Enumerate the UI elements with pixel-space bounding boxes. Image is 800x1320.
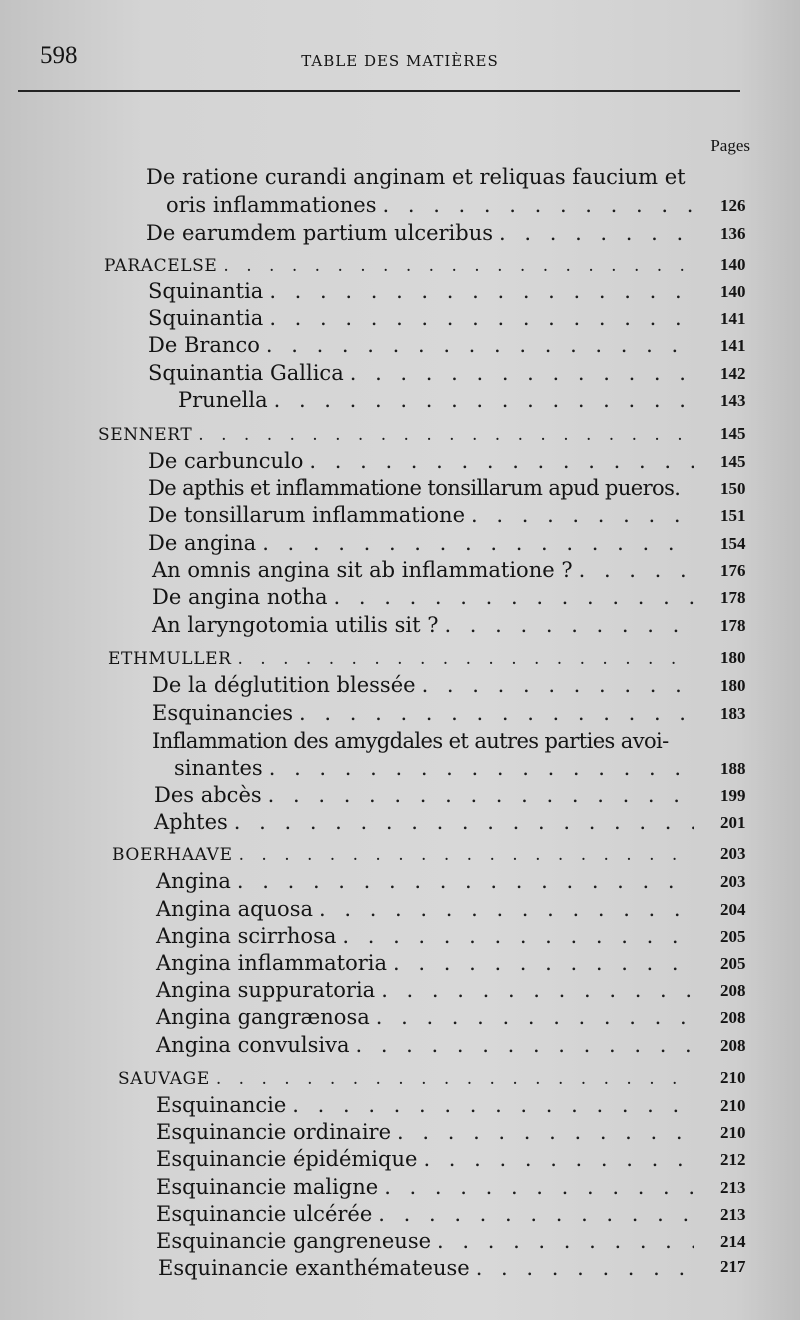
toc-entry-author [112,842,694,869]
toc-page-number: 199 [720,786,746,805]
toc-entry [148,360,694,387]
toc-page-number: 151 [720,506,746,525]
toc-entry [152,584,694,611]
toc-page-number: 150 [720,479,746,498]
toc-entry-text: SAUVAGE [118,1069,210,1089]
toc-page-number: 214 [720,1232,746,1251]
toc-page-number: 176 [720,561,746,580]
toc-entry-text: Esquinancie maligne [156,1175,379,1199]
toc-entry [148,530,694,557]
toc-entry-text: De la déglutition blessée [152,673,416,697]
toc-entry [156,896,694,923]
toc-page-number: 136 [720,224,746,243]
toc-entry [148,278,694,305]
toc-entry-author [108,646,694,673]
toc-entry-text: sinantes [174,756,263,780]
toc-entry-text: SENNERT [98,425,193,445]
toc-entry [152,672,694,699]
toc-page-number: 141 [720,336,746,355]
toc-entry [154,809,694,836]
toc-page-number: 208 [720,981,746,1000]
toc-entry-text: Esquinancie ulcérée [156,1202,373,1226]
toc-page-number: 201 [720,813,746,832]
toc-entry [152,700,694,727]
toc-entry-text: De angina notha [152,585,328,609]
toc-entry-text: De earumdem partium ulceribus [146,221,494,245]
pages-column-label: Pages [710,136,750,155]
toc-page-number: 210 [720,1123,746,1142]
toc-entry-text: Squinantia [148,279,264,303]
toc-page-number: 141 [720,309,746,328]
toc-entry-text: De carbunculo [148,449,304,473]
toc-page-number: 213 [720,1205,746,1224]
toc-entry-text: Esquinancie gangreneuse [156,1229,432,1253]
toc-entry-text: Esquinancie ordinaire [156,1120,392,1144]
toc-entry-text: De ratione curandi anginam et reliquas faucium et [146,165,686,189]
toc-entry [146,220,694,247]
toc-page-number: 178 [720,588,746,607]
toc-entry [156,1032,694,1059]
toc-entry-text: De angina [148,531,257,555]
toc-page-number: 180 [720,676,746,695]
toc-entry-text: Esquinancie [156,1093,287,1117]
toc-entry-text: oris inflammationes [166,193,377,217]
toc-entry-text: An laryngotomia utilis sit ? [152,613,439,637]
header-rule [18,90,740,92]
toc-entry [156,977,694,1004]
toc-entry [146,164,694,191]
toc-entry-text: An omnis angina sit ab inflammatione ? [152,558,573,582]
toc-page-number: 208 [720,1008,746,1027]
toc-entry-text: BOERHAAVE [112,845,233,865]
toc-entry-text: Inflammation des amygdales et autres parties avoi- [152,729,669,753]
toc-page-number: 205 [720,927,746,946]
toc-entry [156,950,694,977]
toc-page-number: 178 [720,616,746,635]
toc-entry [156,1146,694,1173]
toc-page-number: 210 [720,1068,746,1087]
toc-entry [152,612,694,639]
toc-entry-text: Des abcès [154,783,262,807]
toc-entry-text: PARACELSE [104,256,218,276]
page-header [0,42,800,82]
toc-page-number: 142 [720,364,746,383]
toc-page-number: 183 [720,704,746,723]
toc-entry-text: Esquinancie épidémique [156,1147,418,1171]
toc-entry-text: ETHMULLER [108,649,232,669]
toc-entry-author [118,1066,694,1093]
toc-entry [148,475,700,502]
toc-entry [148,332,694,359]
toc-entry-text: Esquinancies [152,701,294,725]
toc-entry-text: Squinantia [148,306,264,330]
toc-entry [154,782,694,809]
toc-entry [174,755,694,782]
toc-entry-text: Angina aquosa [156,897,313,921]
toc-page-number: 213 [720,1178,746,1197]
toc-page-number: 208 [720,1036,746,1055]
toc-page-number: 126 [720,196,746,215]
toc-entry-text: Angina suppuratoria [156,978,376,1002]
toc-entry [156,1228,694,1255]
toc-entry-text: De tonsillarum inflammatione [148,503,466,527]
toc-entry [148,448,694,475]
toc-page-number: 140 [720,282,746,301]
toc-page-number: 204 [720,900,746,919]
toc-entry [178,387,694,414]
toc-entry [152,728,700,755]
toc-page-number: 205 [720,954,746,973]
toc-entry-text: Esquinancie exanthémateuse [158,1256,470,1280]
toc-entry-text: Prunella [178,388,268,412]
toc-entry [156,1004,694,1031]
toc-entry [156,923,694,950]
toc-entry-author [98,422,694,449]
toc-entry [158,1255,694,1282]
toc-page-number: 145 [720,424,746,443]
toc-entry [156,868,694,895]
toc-entry-author [104,253,694,280]
toc-entry-text: Angina inflammatoria [156,951,388,975]
toc-page-number: 203 [720,872,746,891]
toc-entry [156,1201,694,1228]
toc-page-number: 217 [720,1257,746,1276]
toc-entry [152,557,694,584]
toc-page-number: 154 [720,534,746,553]
toc-entry-text: Aphtes [154,810,228,834]
toc-entry-text: Squinantia Gallica [148,361,344,385]
toc-page-number: 188 [720,759,746,778]
toc-page-number: 143 [720,391,746,410]
toc-entry-text: Angina scirrhosa [156,924,337,948]
toc-entry-text: De Branco [148,333,260,357]
toc-entry [148,502,694,529]
toc-page-number: 140 [720,255,746,274]
toc-page-number: 180 [720,648,746,667]
toc-entry-text: De apthis et inflammatione tonsillarum apud pueros. [148,476,681,500]
toc-entry-text: Angina convulsiva [156,1033,350,1057]
toc-entry [148,305,694,332]
toc-entry [156,1092,694,1119]
toc-page-number: 212 [720,1150,746,1169]
toc-entry [156,1174,694,1201]
toc-entry-text: Angina gangrænosa [156,1005,370,1029]
toc-page-number: 203 [720,844,746,863]
page-number: 598 [40,42,78,69]
toc-page-number: 145 [720,452,746,471]
toc-page-number: 210 [720,1096,746,1115]
toc-entry-text: Angina [156,869,231,893]
toc-entry [156,1119,694,1146]
running-title: TABLE DES MATIÈRES [301,52,499,70]
toc-entry [166,192,694,219]
